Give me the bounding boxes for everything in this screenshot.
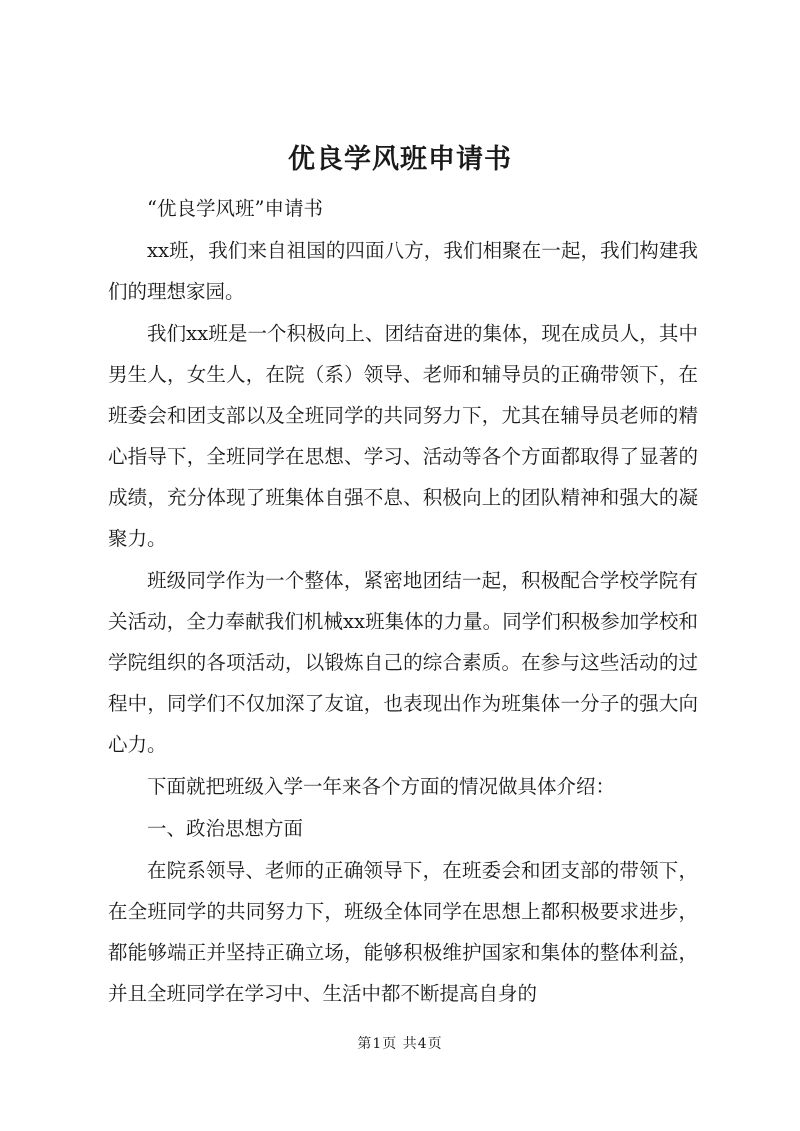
paragraph-transition: 下面就把班级入学一年来各个方面的情况做具体介绍： (147, 775, 616, 798)
paragraph-subtitle: “优良学风班”申请书 (147, 197, 323, 220)
document-body (108, 188, 698, 1015)
paragraph-politics: 在院系领导、老师的正确领导下，在班委会和团支部的带领下，在全班同学的共同努力下，班级全体同学在思想上都积极要求进步，都能够端正并坚持正确立场，能够积极维护国家和集体的整体利益，并且全班同学在学习中、生活中都不断提高自身的 (108, 859, 698, 1005)
page-number-footer: 第1页 共4页 (357, 1036, 443, 1052)
paragraph-unity: 班级同学作为一个整体，紧密地团结一起，积极配合学校学院有关活动，全力奉献我们机械xx班集体的力量。同学们积极参加学校和学院组织的各项活动，以锻炼自己的综合素质。在参与这些活动的过程中，同学们不仅加深了友谊，也表现出作为班集体一分子的强大向心力。 (108, 569, 698, 756)
section-heading-politics: 一、政治思想方面 (147, 817, 304, 840)
document-title: 优良学风班申请书 (288, 144, 512, 175)
paragraph-class-overview: 我们xx班是一个积极向上、团结奋进的集体，现在成员人，其中男生人，女生人，在院（系）领导、老师和辅导员的正确带领下，在班委会和团支部以及全班同学的共同努力下，尤其在辅导员老师的精心指导下，全班同学在思想、学习、活动等各个方面都取得了显著的成绩，充分体现了班集体自强不息、积极向上的团队精神和强大的凝聚力。 (108, 322, 698, 550)
paragraph-intro: xx班，我们来自祖国的四面八方，我们相聚在一起，我们构建我们的理想家园。 (108, 239, 698, 303)
